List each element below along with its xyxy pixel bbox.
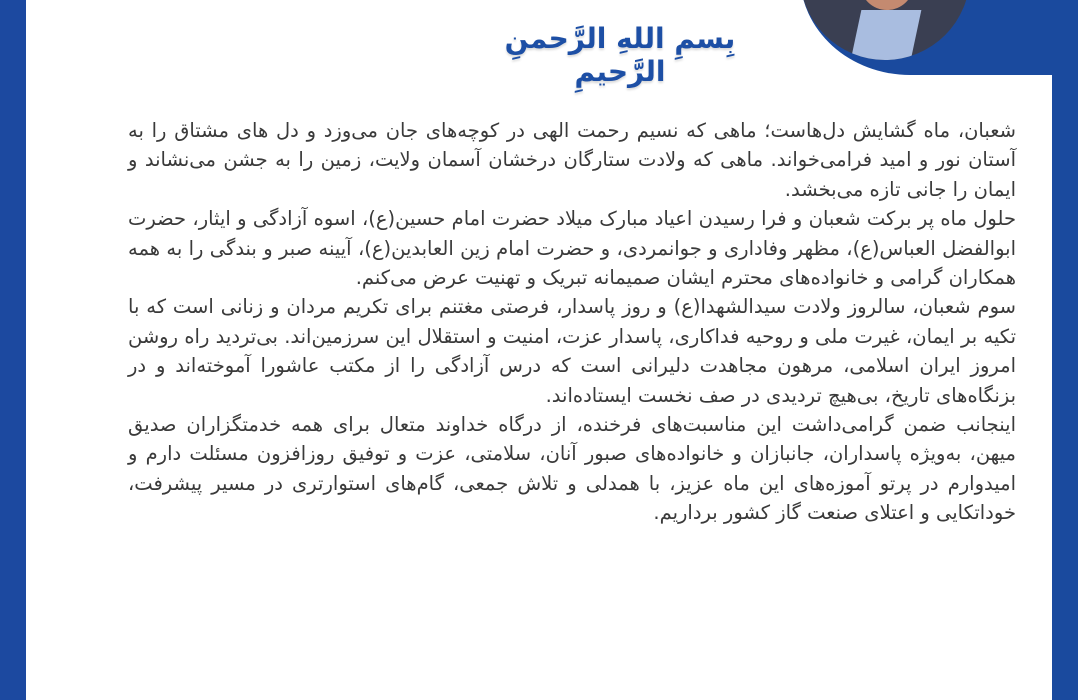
paragraph-pasdar-day: سوم شعبان، سالروز ولادت سیدالشهدا(ع) و روز پاسدار، فرصتی مغتنم برای تکریم مردان و زنانی است که با تکیه بر ایمان، غیرت ملی و روحیه فداکاری، پاسدار عزت، امنیت و استقلال این سرزمین‌اند. بی‌تردید راه روشن امروز ایران اسلامی، مرهون مجاهدت دلیرانی است که درس آزادگی را از مکتب عاشورا آموخته‌اند و در بزنگاه‌های تاریخ، بی‌هیچ تردیدی در صف نخست ایستاده‌اند. — [128, 295, 1016, 407]
portrait-face — [860, 0, 914, 10]
card-rounded-corner — [840, 75, 1052, 115]
left-blue-border — [0, 0, 26, 700]
basmala-heading: بِسمِ اللهِ الرَّحمنِ الرَّحیمِ — [504, 22, 736, 88]
paragraph-closing-wishes: اینجانب ضمن گرامی‌داشت این مناسبت‌های فرخنده، از درگاه خداوند متعال برای همه خدمتگزاران صدیق میهن، به‌ویژه پاسداران، جانبازان و خانواده‌های صبور آنان، سلامتی، عزت و توفیق روزافزون مسئلت دارم و امیدوارم در پرتو آموزه‌های این ماه عزیز، با همدلی و تلاش جمعی، گام‌های استوارتری در مسیر پیشرفت، خوداتکایی و اعتلای صنعت گاز کشور برداریم. — [128, 413, 1016, 525]
portrait-shirt-collar — [849, 10, 922, 60]
paragraph-congratulations: حلول ماه پر برکت شعبان و فرا رسیدن اعیاد مبارک میلاد حضرت امام حسین(ع)، اسوه آزادگی و ایثار، حضرت ابوالفضل العباس(ع)، مظهر وفاداری و جوانمردی، و حضرت امام زین العابدین(ع)، آیینه صبر و بندگی را به همه همکاران گرامی و خانواده‌های محترم ایشان صمیمانه تبریک و تهنیت عرض می‌کنم. — [128, 207, 1016, 290]
message-body — [128, 116, 1016, 528]
paragraph-shaban-intro: شعبان، ماه گشایش دل‌هاست؛ ماهی که نسیم رحمت الهی در کوچه‌های جان می‌وزد و دل های مشتاق را به آستان نور و امید فرامی‌خواند. ماهی که ولادت ستارگان درخشان آسمان ولایت، زمین را به جشن می‌نشاند و ایمان را جانی تازه می‌بخشد. — [128, 119, 1016, 201]
